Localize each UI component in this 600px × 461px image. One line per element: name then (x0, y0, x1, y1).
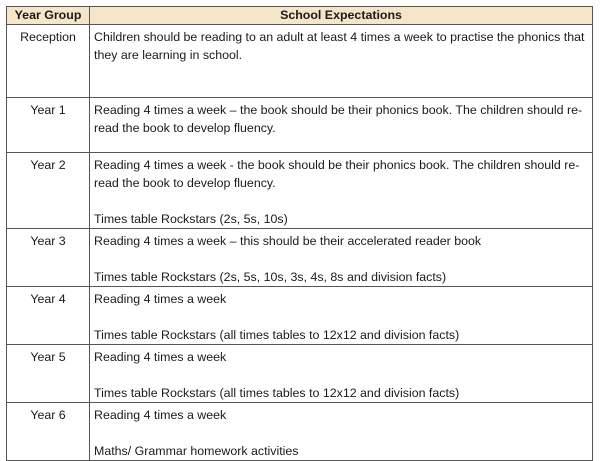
expectation-text: Times table Rockstars (2s, 5s, 10s) (94, 212, 288, 226)
expectation-text: Reading 4 times a week (94, 408, 227, 422)
expectations-cell (90, 153, 593, 229)
expectation-text: Reading 4 times a week (94, 350, 227, 364)
expectation-text: Reading 4 times a week - the book should be their phonics book. The children should re-read the book to develop fluency. (94, 158, 580, 190)
school-expectations-table (6, 6, 593, 461)
table-row (7, 25, 593, 98)
expectation-text: Times table Rockstars (all times tables to 12x12 and division facts) (94, 386, 460, 400)
expectation-text: Times table Rockstars (2s, 5s, 10s, 3s, 4s, 8s and division facts) (94, 270, 447, 284)
header-row (7, 7, 593, 25)
table-row (7, 229, 593, 287)
expectation-text: Times table Rockstars (all times tables to 12x12 and division facts) (94, 328, 460, 342)
expectation-text: Reading 4 times a week (94, 292, 227, 306)
table-row (7, 287, 593, 345)
expectations-cell (90, 287, 593, 345)
table-row (7, 98, 593, 153)
year-group-cell: Year 3 (7, 229, 90, 287)
expectation-text: Children should be reading to an adult at least 4 times a week to practise the phonics that they are learning in school. (94, 30, 585, 62)
expectations-cell (90, 229, 593, 287)
table-row (7, 403, 593, 461)
expectation-text: Reading 4 times a week – this should be their accelerated reader book (94, 234, 482, 248)
year-group-cell: Year 1 (7, 98, 90, 153)
expectation-text: Reading 4 times a week – the book should be their phonics book. The children should re-read the book to develop fluency. (94, 103, 583, 135)
year-group-cell: Year 2 (7, 153, 90, 229)
expectations-cell (90, 98, 593, 153)
expectations-cell (90, 345, 593, 403)
expectations-cell (90, 25, 593, 98)
expectations-cell (90, 403, 593, 461)
year-group-cell: Year 6 (7, 403, 90, 461)
year-group-cell: Year 5 (7, 345, 90, 403)
year-group-cell: Reception (7, 25, 90, 98)
header-year-group: Year Group (7, 7, 90, 25)
header-school-expectations: School Expectations (90, 7, 593, 25)
table-row (7, 345, 593, 403)
expectation-text: Maths/ Grammar homework activities (94, 444, 299, 458)
year-group-cell: Year 4 (7, 287, 90, 345)
table-row (7, 153, 593, 229)
